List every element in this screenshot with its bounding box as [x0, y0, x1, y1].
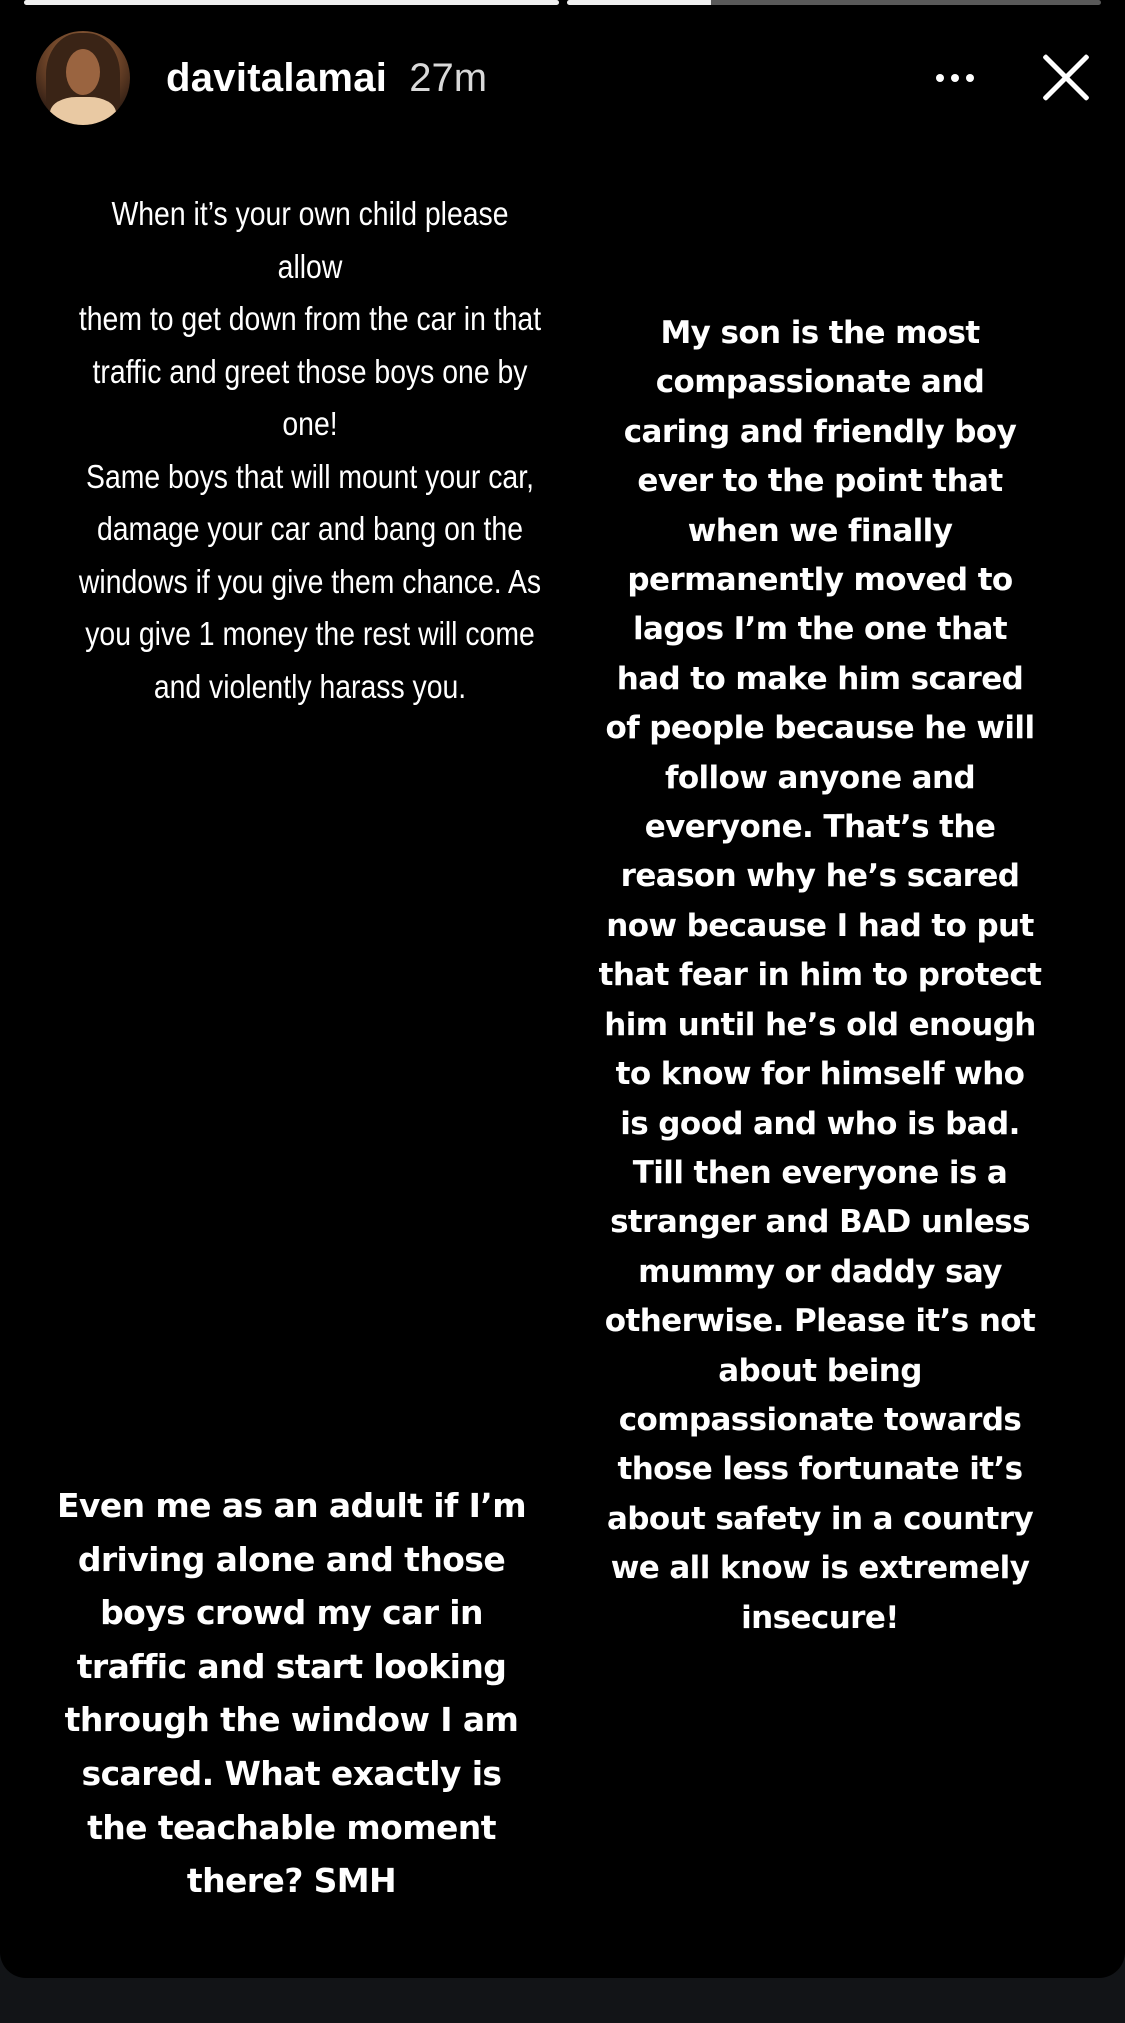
avatar[interactable] [36, 31, 130, 125]
close-icon[interactable] [1033, 46, 1097, 110]
story-header [36, 30, 1097, 126]
post-time: 27m [409, 55, 488, 100]
avatar-body [50, 97, 116, 125]
story-progress-bar [24, 0, 1101, 6]
progress-segment-1 [24, 0, 559, 5]
avatar-face [66, 49, 100, 95]
story-text-bottom-left: Even me as an adult if I’m driving alone and those boys crowd my car in traffic and start looking through the window I am scared. What exactly is the teachable moment there? SMH [56, 1486, 527, 1901]
more-dot [936, 74, 944, 82]
progress-segment-2 [567, 0, 1102, 5]
username[interactable]: davitalamai [166, 55, 388, 100]
story-text-right: My son is the most compassionate and caring and friendly boy ever to the point that when we finally permanently moved to lagos I’m the one that had to make him scared of people because he will follow anyone and everyone. That’s the reason why he’s scared now because I had to put that fear in him to protect him until he’s old enough to know for himself who is good and who is bad. Till then everyone is a stranger and BAD unless mummy or daddy say otherwise. Please it’s not about being compassionate towards those less fortunate it’s about safety in a country we all know is extremely insecure! [598, 315, 1042, 1636]
more-dot [951, 74, 959, 82]
story-text-top-left: When it’s your own child please allow them to get down from the car in that traffic and greet those boys one by one! Same boys that will mount your car, damage your car and bang on the windows if you give them chance. As you give 1 money the rest will come and violently harass you. [78, 195, 542, 705]
more-dot [966, 74, 974, 82]
more-options-icon[interactable] [925, 48, 985, 108]
progress-fill-1 [24, 0, 559, 5]
progress-fill-2 [567, 0, 711, 5]
